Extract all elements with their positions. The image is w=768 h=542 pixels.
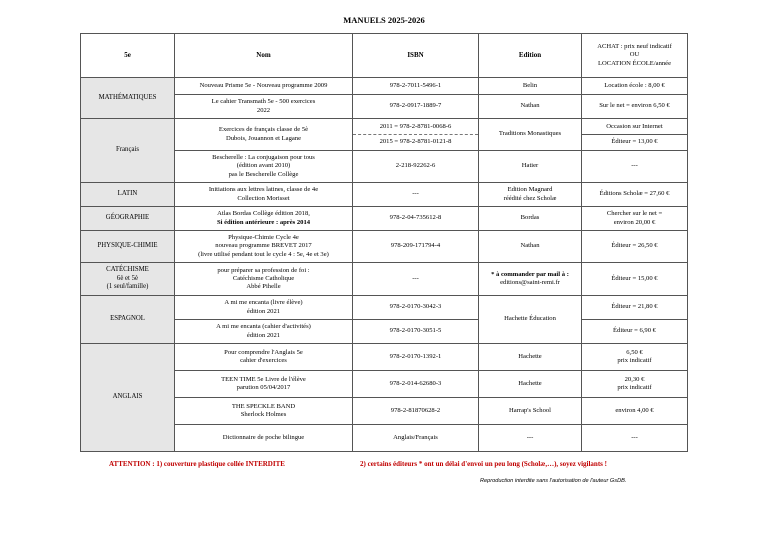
table-row (81, 207, 688, 231)
reproduction-notice: Reproduction interdite sans l'autorisation de l'auteur GsDB. (480, 478, 627, 484)
subject-physique-chimie: PHYSIQUE-CHIMIE (81, 231, 175, 263)
book-name: Bescherelle : La conjugaison pour tous (édition avant 2010) pas le Bescherelle Collège (175, 151, 353, 183)
book-price: Chercher sur le net = environ 20,00 € (582, 207, 688, 231)
book-price: Éditeur = 6,90 € (582, 320, 688, 344)
book-name: Physique-Chimie Cycle 4e nouveau programme BREVET 2017 (livre utilisé pendant tout le cycle 4 : 5e, 4e et 3e) (175, 231, 353, 263)
table-row (81, 231, 688, 263)
book-price: 20,30 € prix indicatif (582, 371, 688, 398)
book-price: Sur le net = environ 6,50 € (582, 95, 688, 119)
book-price: Éditeur = 15,00 € (582, 263, 688, 296)
table-row (81, 78, 688, 95)
subject-maths: MATHÉMATIQUES (81, 78, 175, 119)
header-class: 5e (81, 34, 175, 78)
book-isbn: 978-2-0170-3051-5 (353, 320, 479, 344)
book-name: Le cahier Transmath 5e - 500 exercices 2022 (175, 95, 353, 119)
header-edition: Edition (479, 34, 582, 78)
table-row (81, 296, 688, 320)
book-isbn: 978-2-7011-5496-1 (353, 78, 479, 95)
book-name: Exercices de français classe de 5è Dubois, Jouannon et Lagane (175, 119, 353, 151)
book-isbn: 978-2-0170-3042-3 (353, 296, 479, 320)
header-isbn: ISBN (353, 34, 479, 78)
book-name: Pour comprendre l'Anglais 5e cahier d'exercices (175, 344, 353, 371)
book-name: A mi me encanta (cahier d'activités) édition 2021 (175, 320, 353, 344)
book-isbn: 978-2-81870628-2 (353, 398, 479, 425)
book-price: Éditeur = 26,50 € (582, 231, 688, 263)
table-row (81, 119, 688, 151)
book-edition: * à commander par mail à : editions@saint-remi.fr (479, 263, 582, 296)
subject-geographie: GÉOGRAPHIE (81, 207, 175, 231)
textbook-table (80, 33, 688, 452)
book-edition: Harrap's School (479, 398, 582, 425)
book-edition: Hatier (479, 151, 582, 183)
book-edition: Edition Magnard réédité chez Scholæ (479, 183, 582, 207)
book-price: Occasion sur Internet Éditeur = 13,00 € (582, 119, 688, 151)
book-name: Nouveau Prisme 5e - Nouveau programme 2009 (175, 78, 353, 95)
book-price: Location école : 8,00 € (582, 78, 688, 95)
book-name: Dictionnaire de poche bilingue (175, 425, 353, 452)
subject-francais: Français (81, 119, 175, 183)
book-isbn: Anglais/Français (353, 425, 479, 452)
attention-note: ATTENTION : 1) couverture plastique collée INTERDITE (109, 460, 285, 468)
table-row (81, 263, 688, 296)
book-isbn: 978-2-014-62680-3 (353, 371, 479, 398)
book-edition: --- (479, 425, 582, 452)
book-price: --- (582, 151, 688, 183)
book-edition: Traditions Monastiques (479, 119, 582, 151)
book-price: Éditions Scholæ = 27,60 € (582, 183, 688, 207)
book-name: TEEN TIME 5e Livre de l'élève parution 05/04/2017 (175, 371, 353, 398)
header-achat: ACHAT : prix neuf indicatif OU LOCATION ÉCOLE/année (582, 34, 688, 78)
page-title: MANUELS 2025-2026 (343, 15, 425, 25)
book-name: Initiations aux lettres latines, classe de 4e Collection Morisset (175, 183, 353, 207)
book-edition: Bordas (479, 207, 582, 231)
book-isbn: 978-2-0917-1889-7 (353, 95, 479, 119)
table-row (81, 344, 688, 371)
book-isbn: 978-2-04-735612-8 (353, 207, 479, 231)
book-isbn: --- (353, 263, 479, 296)
subject-catechisme: CATÉCHISME 6è et 5è (1 seul/famille) (81, 263, 175, 296)
book-edition: Belin (479, 78, 582, 95)
table-header-row (81, 34, 688, 78)
book-isbn: 2011 = 978-2-8781-0068-6 2015 = 978-2-8781-0121-8 (353, 119, 479, 151)
book-edition: Hachette (479, 344, 582, 371)
book-name: pour préparer sa profession de foi : Catéchisme Catholique Abbé Pihelle (175, 263, 353, 296)
book-isbn: 978-2-0170-1392-1 (353, 344, 479, 371)
book-name: THE SPECKLE BAND Sherlock Holmes (175, 398, 353, 425)
book-edition: Nathan (479, 231, 582, 263)
book-name: Atlas Bordas Collège édition 2018, Si édition antérieure : après 2014 (175, 207, 353, 231)
subject-espagnol: ESPAGNOL (81, 296, 175, 344)
book-price: 6,50 € prix indicatif (582, 344, 688, 371)
book-price: environ 4,00 € (582, 398, 688, 425)
book-edition: Nathan (479, 95, 582, 119)
book-edition: Hachette (479, 371, 582, 398)
book-isbn: 978-209-171794-4 (353, 231, 479, 263)
book-isbn: 2-218-92262-6 (353, 151, 479, 183)
subject-latin: LATIN (81, 183, 175, 207)
book-price: --- (582, 425, 688, 452)
editeurs-note: 2) certains éditeurs * ont un délai d'envoi un peu long (Scholæ,…), soyez vigilants ! (360, 460, 607, 468)
book-price: Éditeur = 21,80 € (582, 296, 688, 320)
header-name: Nom (175, 34, 353, 78)
book-isbn: --- (353, 183, 479, 207)
table-row (81, 183, 688, 207)
book-name: A mi me encanta (livre élève) édition 2021 (175, 296, 353, 320)
subject-anglais: ANGLAIS (81, 344, 175, 452)
book-edition: Hachette Éducation (479, 296, 582, 344)
